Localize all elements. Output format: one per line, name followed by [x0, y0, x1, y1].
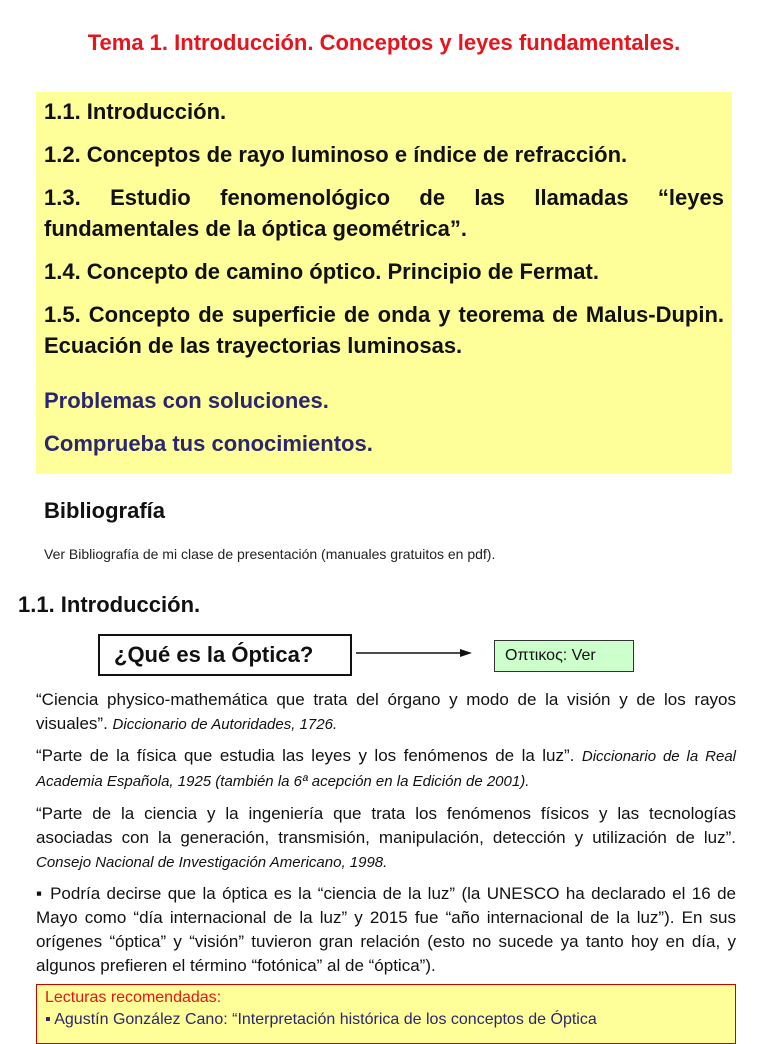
- definition-source: Consejo Nacional de Investigación Americano, 1998.: [36, 854, 388, 871]
- toc-item-1-4[interactable]: 1.4. Concepto de camino óptico. Principio de Fermat.: [44, 259, 599, 284]
- right-arrow-icon: [354, 646, 474, 660]
- readings-item[interactable]: ▪ Agustín González Cano: “Interpretación histórica de los conceptos de Óptica: [45, 1011, 597, 1028]
- question-box: ¿Qué es la Óptica?: [98, 634, 352, 676]
- etymology-box: Οπτικος: Ver: [494, 640, 634, 672]
- bibliography-heading: Bibliografía: [44, 498, 166, 523]
- toc-item-1-3[interactable]: 1.3. Estudio fenomenológico de las llamadas “leyes fundamentales de la óptica geométrica”.: [44, 185, 724, 241]
- self-test-link[interactable]: Comprueba tus conocimientos.: [44, 431, 373, 456]
- paragraph-text: ▪ Podría decirse que la óptica es la “ciencia de la luz” (la UNESCO ha declarado el 16 de Mayo como “día internacional de la luz” y 2015 fue “año internacional de la luz”). En sus orígenes “óptica” y “visión” tuvieron gran relación (esto no sucede ya tanto hoy en día, y algunos prefieren el término “fotónica” al de “óptica”).: [36, 884, 736, 975]
- recommended-readings-box: [36, 984, 736, 1044]
- table-of-contents: [36, 92, 732, 474]
- definition-source: Diccionario de la Real Academia Española, 1925 (también la 6ª acepción en la Edición de 2001).: [36, 748, 736, 790]
- definition-text: “Ciencia physico-mathemática que trata del órgano y modo de la visión y de los rayos visuales”.: [36, 690, 736, 733]
- definition-text: “Parte de la ciencia y la ingeniería que trata los fenómenos físicos y las tecnologías asociadas con la generación, transmisión, manipulación, detección y utilización de luz”.: [36, 804, 736, 847]
- toc-item-1-1[interactable]: 1.1. Introducción.: [44, 99, 227, 124]
- definition-source: Diccionario de Autoridades, 1726.: [112, 716, 338, 733]
- definition-paragraph-3: [36, 802, 736, 875]
- page-title: Tema 1. Introducción. Conceptos y leyes fundamentales.: [87, 30, 681, 55]
- bibliography-text: Ver Bibliografía de mi clase de presentación (manuales gratuitos en pdf).: [44, 546, 496, 562]
- toc-item-1-2[interactable]: 1.2. Conceptos de rayo luminoso e índice de refracción.: [44, 142, 628, 167]
- readings-heading: Lecturas recomendadas:: [45, 989, 222, 1006]
- toc-item-1-5[interactable]: 1.5. Concepto de superficie de onda y teorema de Malus-Dupin. Ecuación de las trayectorias luminosas.: [44, 302, 724, 358]
- problems-link[interactable]: Problemas con soluciones.: [44, 388, 329, 413]
- definition-paragraph-1: [36, 688, 736, 737]
- definition-paragraph-2: [36, 744, 736, 794]
- definition-text: “Parte de la física que estudia las leyes y los fenómenos de la luz”.: [36, 746, 582, 765]
- unesco-paragraph: [36, 882, 736, 978]
- section-heading: 1.1. Introducción.: [18, 592, 201, 617]
